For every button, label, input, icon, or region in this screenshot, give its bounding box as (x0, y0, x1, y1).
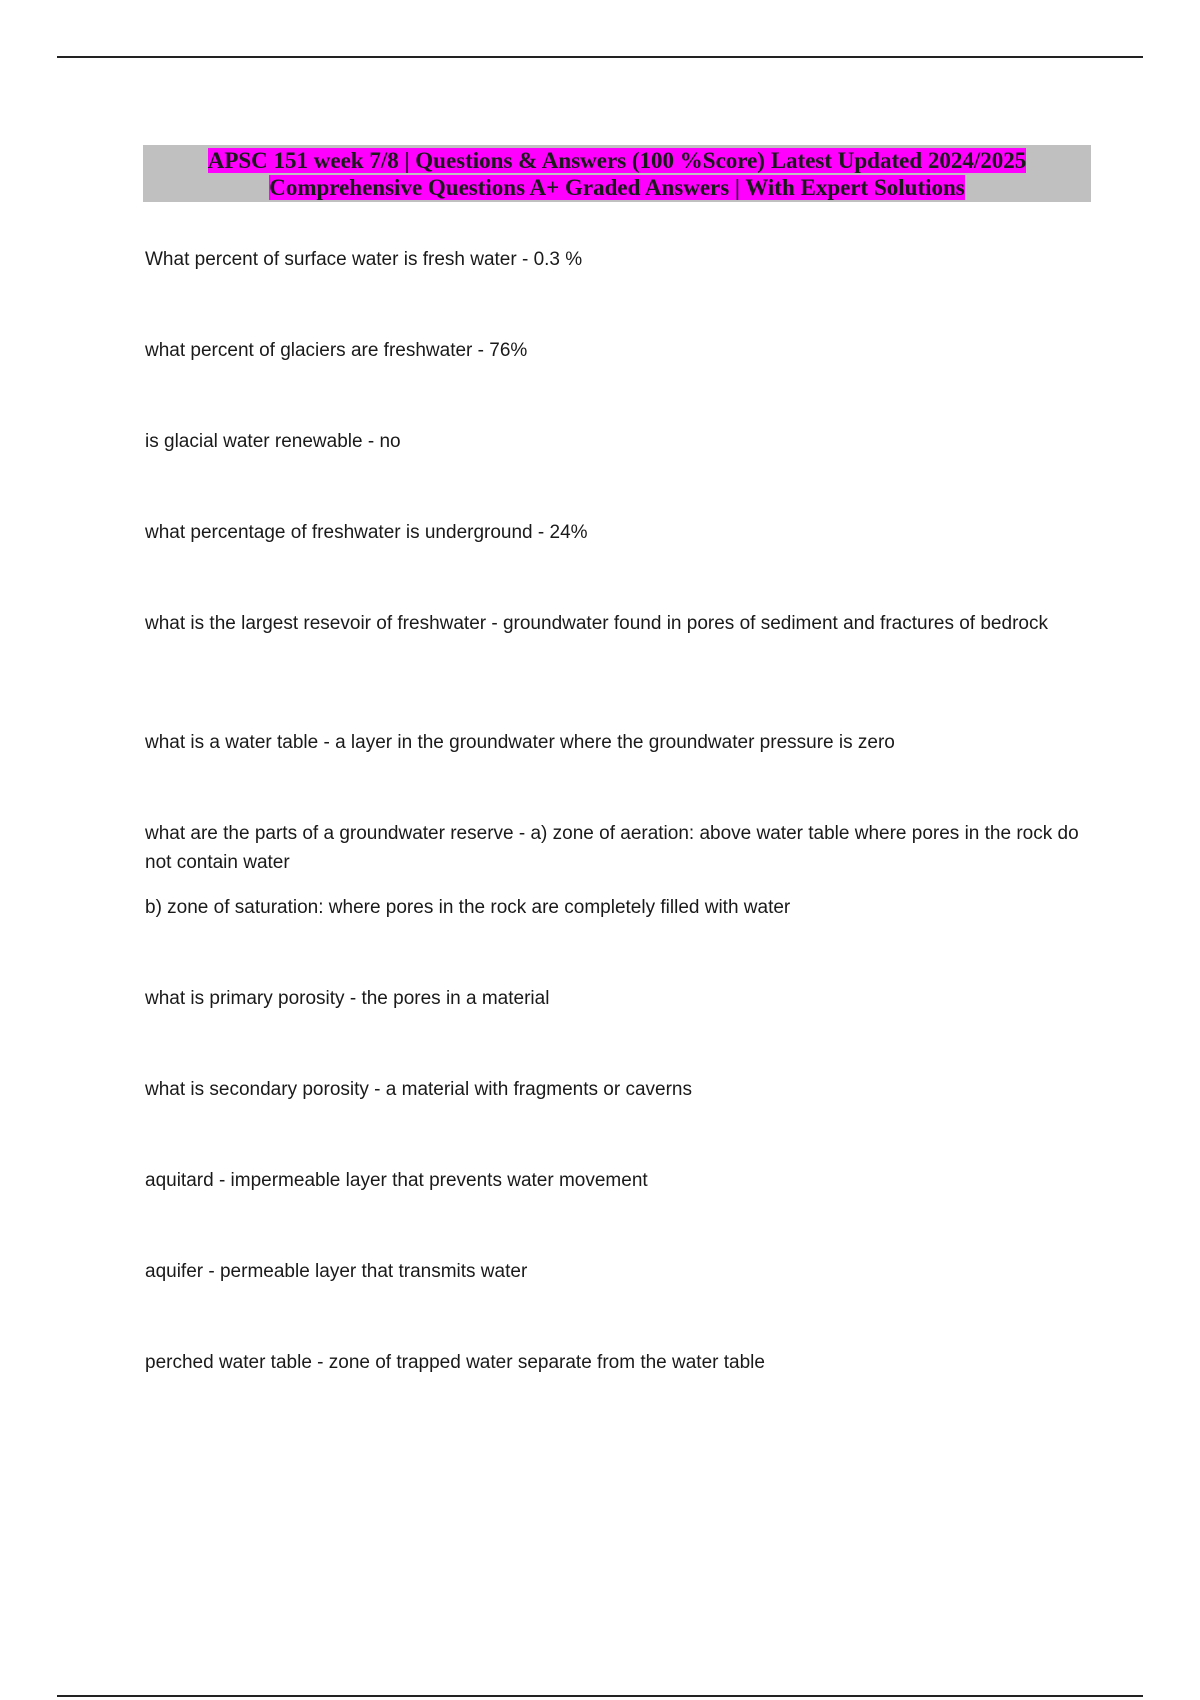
qa-entry: what percent of glaciers are freshwater - 76% (145, 340, 528, 361)
title-line-1: APSC 151 week 7/8 | Questions & Answers (100 %Score) Latest Updated 2024/2025 (207, 147, 1027, 173)
qa-entry: b) zone of saturation: where pores in the rock are completely filled with water (145, 897, 791, 918)
qa-entry: aquifer - permeable layer that transmits water (145, 1261, 528, 1282)
qa-entry: what percentage of freshwater is underground - 24% (145, 522, 588, 543)
top-rule (57, 56, 1143, 58)
qa-entry: what is a water table - a layer in the groundwater where the groundwater pressure is zero (145, 732, 895, 753)
qa-entry: what is the largest resevoir of freshwater - groundwater found in pores of sediment and fractures of bedrock (145, 613, 1048, 634)
title-line-2: Comprehensive Questions A+ Graded Answers | With Expert Solutions (269, 174, 965, 200)
qa-entry: perched water table - zone of trapped water separate from the water table (145, 1352, 765, 1373)
qa-entry: What percent of surface water is fresh water - 0.3 % (145, 249, 583, 270)
bottom-rule (57, 1695, 1143, 1697)
qa-entry: what are the parts of a groundwater reserve - a) zone of aeration: above water table where pores in the rock do not contain water (145, 823, 1079, 873)
qa-entry: what is primary porosity - the pores in a material (145, 988, 550, 1009)
document-title (143, 145, 1091, 202)
qa-entry: is glacial water renewable - no (145, 431, 401, 452)
qa-entry: what is secondary porosity - a material with fragments or caverns (145, 1079, 692, 1100)
qa-entry: aquitard - impermeable layer that prevents water movement (145, 1170, 648, 1191)
